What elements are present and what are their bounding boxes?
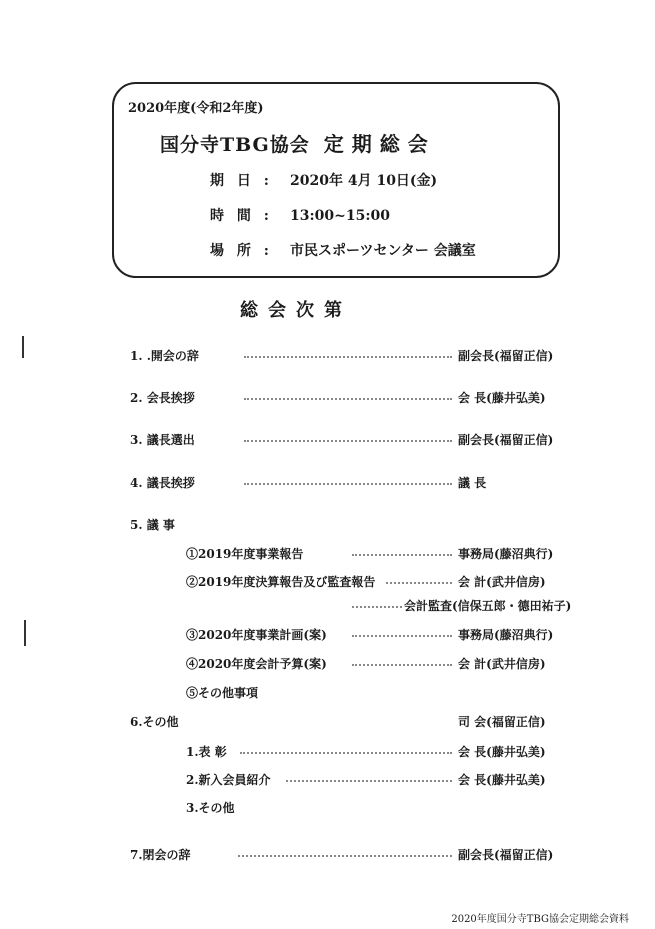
sub-item: ①2019年度事業報告: [186, 547, 304, 561]
info-value: 2020年 4月 10日(金): [290, 173, 438, 189]
leader-dots: [244, 356, 452, 358]
info-date: [210, 170, 437, 190]
scan-mark: [24, 620, 26, 646]
leader-dots: [352, 554, 452, 556]
agenda-number: 2.: [130, 391, 143, 405]
leader-dots: [352, 635, 452, 637]
agenda-label: 議 事: [146, 518, 175, 532]
sub-item: ⑤その他事項: [186, 686, 259, 700]
sub-item-audit: 会計監査(信保五郎・德田祐子): [404, 599, 572, 613]
info-label: 場 所 :: [210, 243, 273, 259]
agenda-role: 副会長(福留正信): [458, 433, 554, 447]
sub-item: ③2020年度事業計画(案): [186, 628, 327, 642]
agenda-role: 議 長: [458, 476, 487, 490]
agenda-number: 1.: [130, 349, 143, 363]
sub-item: ②2019年度決算報告及び監査報告: [186, 575, 376, 589]
agenda-role: 司 会(福留正信): [458, 715, 546, 729]
info-label: 期 日 :: [210, 173, 273, 189]
leader-dots: [240, 752, 452, 754]
fiscal-year: 2020年度(令和2年度): [128, 101, 264, 116]
agenda-label: 議長選出: [146, 433, 195, 447]
agenda-title: 総会次第: [240, 300, 352, 321]
agenda-item: [130, 516, 175, 533]
agenda-label: 議長挨拶: [146, 476, 195, 490]
sub-item-role: 会 計(武井信房): [458, 575, 546, 589]
other-item-role: 会 長(藤井弘美): [458, 745, 546, 759]
leader-dots: [238, 855, 452, 857]
meeting-title: [160, 128, 436, 157]
agenda-number: 5.: [130, 518, 143, 532]
sub-item-role: 事務局(藤沼典行): [458, 628, 554, 642]
info-time: [210, 205, 390, 225]
agenda-item: [130, 474, 195, 491]
agenda-role: 会 長(藤井弘美): [458, 391, 546, 405]
footer-note: 2020年度国分寺TBG協会定期総会資料: [451, 914, 629, 925]
info-value: 市民スポーツセンター 会議室: [290, 243, 476, 259]
agenda-number: 3.: [130, 433, 143, 447]
scan-mark: [22, 336, 24, 358]
meeting-name: 定期総会: [323, 132, 436, 156]
agenda-label: .開会の辞: [146, 349, 199, 363]
leader-dots: [286, 780, 452, 782]
agenda-item-other: 6.その他: [130, 715, 179, 729]
agenda-number: 4.: [130, 476, 143, 490]
other-item: 2.新入会員紹介: [186, 773, 271, 787]
agenda-label: 会長挨拶: [146, 391, 195, 405]
leader-dots: [244, 440, 452, 442]
info-place: [210, 240, 476, 260]
info-label: 時 間 :: [210, 208, 273, 224]
agenda-item: [130, 431, 195, 448]
sub-item: ④2020年度会計予算(案): [186, 657, 327, 671]
sub-item-role: 会 計(武井信房): [458, 657, 546, 671]
leader-dots: [352, 664, 452, 666]
info-value: 13:00~15:00: [290, 208, 390, 224]
leader-dots: [386, 582, 452, 584]
other-item-role: 会 長(藤井弘美): [458, 773, 546, 787]
agenda-item: [130, 347, 199, 364]
leader-dots: [244, 483, 452, 485]
other-item: 1.表 彰: [186, 745, 227, 759]
leader-dots: [244, 398, 452, 400]
other-item: 3.その他: [186, 801, 235, 815]
agenda-role: 副会長(福留正信): [458, 349, 554, 363]
agenda-item-closing: 7.閉会の辞: [130, 848, 191, 862]
agenda-role: 副会長(福留正信): [458, 848, 554, 862]
leader-dots: [352, 606, 402, 608]
agenda-item: [130, 389, 195, 406]
sub-item-role: 事務局(藤沼典行): [458, 547, 554, 561]
org-name: 国分寺TBG協会: [160, 134, 310, 156]
